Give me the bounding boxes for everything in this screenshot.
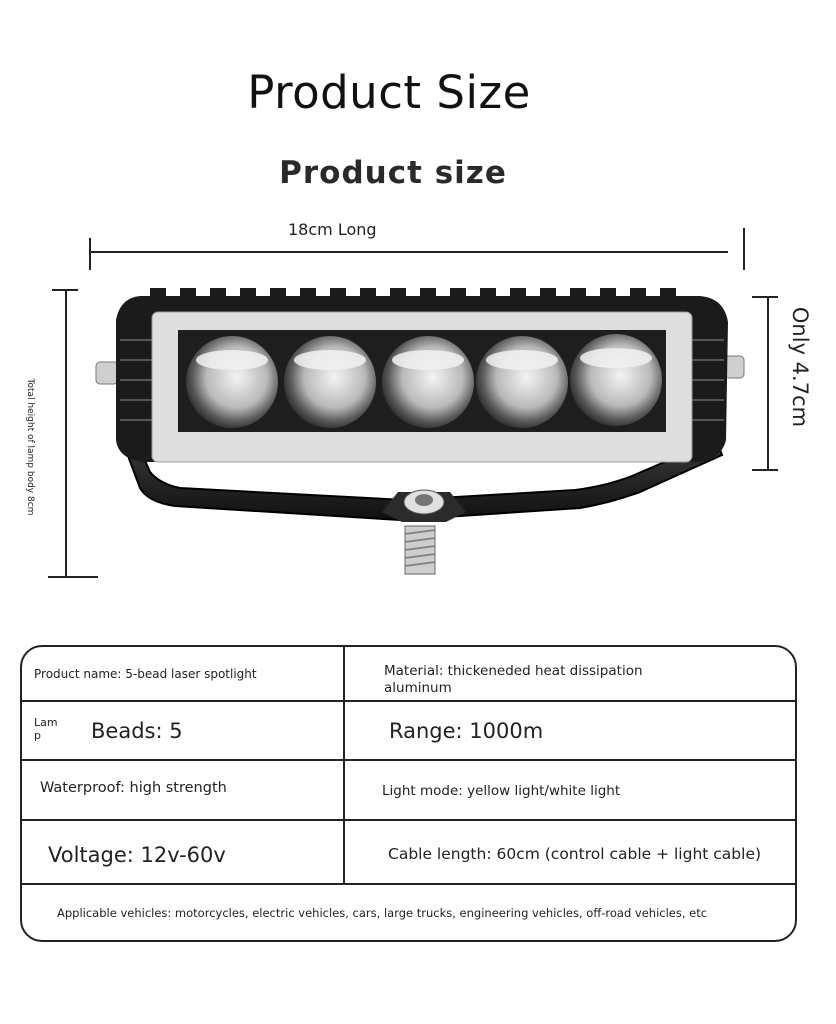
applicable-vehicles-cell: Applicable vehicles: motorcycles, electric vehicles, cars, large trucks, engineering vehicles, off-road vehicles, etc bbox=[57, 906, 708, 920]
height-dimension-line bbox=[48, 290, 98, 577]
product-size-heading: Product size bbox=[279, 155, 507, 191]
depth-label: Only 4.7cm bbox=[788, 306, 812, 428]
cable-length-cell: Cable length: 60cm (control cable + light cable) bbox=[388, 845, 762, 863]
light-mode-cell: Light mode: yellow light/white light bbox=[382, 783, 621, 799]
lamp-label-2: p bbox=[34, 729, 41, 742]
row-divider bbox=[22, 700, 795, 702]
length-label: 18cm Long bbox=[288, 220, 377, 239]
beads-cell: Beads: 5 bbox=[91, 719, 183, 743]
voltage-cell: Voltage: 12v-60v bbox=[48, 843, 226, 867]
led-lens-2 bbox=[284, 336, 376, 428]
lamp-label-1: Lam bbox=[34, 716, 58, 729]
row-divider bbox=[22, 759, 795, 761]
led-lens-4 bbox=[476, 336, 568, 428]
total-height-label: Total height of lamp body 8cm bbox=[25, 378, 35, 516]
waterproof-cell: Waterproof: high strength bbox=[40, 780, 227, 796]
length-dimension-line bbox=[90, 228, 744, 270]
row-divider bbox=[22, 819, 795, 821]
led-lens-5 bbox=[570, 334, 662, 426]
depth-dimension-line bbox=[752, 297, 778, 470]
page-title: Product Size bbox=[247, 66, 531, 119]
led-lenses bbox=[186, 334, 662, 428]
row-divider bbox=[22, 883, 795, 885]
material-cell: Material: thickeneded heat dissipation aluminum bbox=[384, 663, 643, 696]
led-lens-1 bbox=[186, 336, 278, 428]
range-cell: Range: 1000m bbox=[389, 719, 544, 743]
product-name-cell: Product name: 5-bead laser spotlight bbox=[34, 667, 257, 681]
mount-bolt bbox=[382, 490, 466, 574]
led-lens-3 bbox=[382, 336, 474, 428]
spec-table bbox=[20, 645, 797, 942]
column-divider bbox=[343, 647, 345, 883]
